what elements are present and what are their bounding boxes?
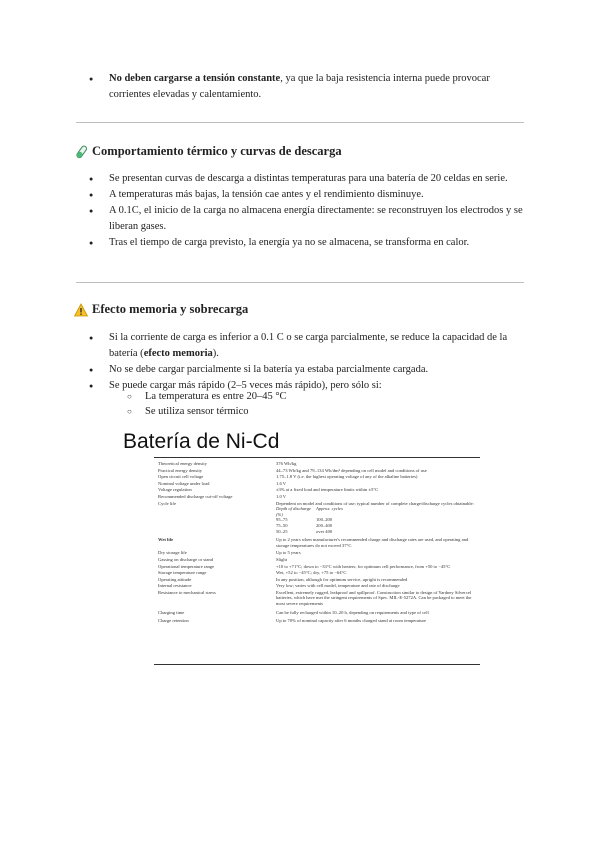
table-row: Voltage regulation ±3% at a fixed load and temperature limits within ±5°C (158, 487, 379, 493)
table-row: Resistance to mechanical stress Excellent, extremely rugged, leakproof and spillproof. Construction similar to design of Yardney Silvercel batteries, which have met the stringent requirements of Spec. MIL-E-5272A. Can be packaged to meet the most severe requirements (158, 589, 472, 607)
list-item: ● No se debe cargar parcialmente si la batería ya estaba parcialmente cargada. (0, 362, 600, 378)
bold-text: efecto memoria (143, 348, 213, 359)
top-bullet-list (0, 71, 600, 103)
section-heading (74, 302, 248, 317)
table-row (158, 506, 480, 534)
dod-cell: 50–25 (276, 528, 288, 534)
table-row: Internal resistance Very low; varies with cell model, temperature and rate of discharge (158, 583, 400, 589)
table-row: Charge retention Up to 70% of nominal capacity after 6 months charged stand at room temperature (158, 618, 427, 624)
dod-header: Depth of discharge (%) (276, 506, 312, 517)
table-row: Storage temperature range Wet, +52 to −45°C; dry, +75 to −64°C (158, 570, 347, 576)
figure-title: Batería de Ni-Cd (123, 430, 280, 453)
bullet-text: Si la corriente de carga es inferior a 0.1 C o se carga parcialmente, se reduce la capacidad de la batería ( (109, 332, 508, 359)
table-row: Operating attitude In any position, although for optimum service, upright is recommended (158, 576, 408, 582)
list-item: ● Se presentan curvas de descarga a distintas temperaturas para una batería de 20 celdas en serie. (0, 171, 600, 187)
bullet-text: ). (212, 348, 219, 359)
dod-header: Approx. cycles (316, 506, 343, 512)
table-row: Nominal voltage under load 1.6 V (158, 480, 287, 486)
section-title: Efecto memoria y sobrecarga (92, 302, 249, 316)
dod-subtable (276, 506, 480, 534)
list-item: ● A 0.1C, el inicio de la carga no almacena energía directamente: se reconstruyen los electrodos y se liberan gases. (0, 203, 600, 235)
table-row: Operational temperature range +10 to +71°C; down to −33°C with heaters; for optimum cell performance, from +50 to −45°C (158, 563, 451, 569)
dod-cell: 100–200 (316, 517, 333, 523)
dod-cell: 75–50 (276, 522, 288, 528)
section-title: Comportamiento térmico y curvas de descarga (92, 144, 342, 158)
bold-text: No deben cargarse a tensión constante (109, 73, 281, 84)
section-divider (76, 122, 524, 123)
dod-cell: 95–75 (276, 517, 288, 523)
table-row: Charging time Can be fully recharged within 10–20 h, depending on requirements and type of cell (158, 609, 429, 615)
dod-cell: 200–400 (316, 522, 333, 528)
section2-bullet-list (0, 171, 600, 251)
dod-cell: over 400 (316, 528, 333, 534)
section3-sub-list (0, 389, 600, 419)
table-row: Dry storage life Up to 5 years (158, 550, 301, 556)
test-tube-icon (74, 145, 88, 159)
section-divider (76, 282, 524, 283)
table-row: Recommended discharge cut-off voltage 1.0 V (158, 493, 287, 499)
sub-list-item: ○ Se utiliza sensor térmico (0, 404, 600, 419)
table-row: Cycle life Dependent on model and conditions of use; typical number of complete charge/discharge cycles obtainable: (158, 500, 474, 506)
table-row: Wet life Up to 2 years when manufacturer's recommended charge and discharge rates are used, and operating and storage temperatures do not exceed 37°C (158, 537, 469, 548)
list-item (0, 71, 600, 103)
table-row: Open circuit cell voltage 1.75–1.8 V (i.e. the highest operating voltage of any of the alkaline batteries) (158, 474, 418, 480)
table-row: Gassing on discharge or stand Slight (158, 556, 287, 562)
bullet-text: , ya que la baja resistencia interna puede provocar corrientes elevadas y calentamiento. (109, 73, 490, 100)
section3-bullet-list (0, 330, 600, 394)
battery-spec-figure (118, 430, 482, 668)
warning-icon (74, 303, 88, 317)
figure-bottom-rule (154, 664, 480, 665)
sub-list-item: ○ La temperatura es entre 20–45 °C (0, 389, 600, 404)
section-heading (74, 144, 342, 159)
list-item (0, 330, 600, 362)
table-row: Practical energy density 44–73 Wh/kg and 79–134 Wh/dm³ depending on cell model and conditions of use (158, 467, 427, 473)
figure-top-rule (154, 457, 480, 458)
table-row: Theoretical energy density 376 Wh/kg (158, 461, 297, 466)
list-item: ● A temperaturas más bajas, la tensión cae antes y el rendimiento disminuye. (0, 187, 600, 203)
spec-table (158, 461, 480, 624)
list-item: ● Tras el tiempo de carga previsto, la energía ya no se almacena, se transforma en calor. (0, 235, 600, 251)
list-item: ● Se puede cargar más rápido (2–5 veces más rápido), pero sólo si: (0, 378, 600, 394)
